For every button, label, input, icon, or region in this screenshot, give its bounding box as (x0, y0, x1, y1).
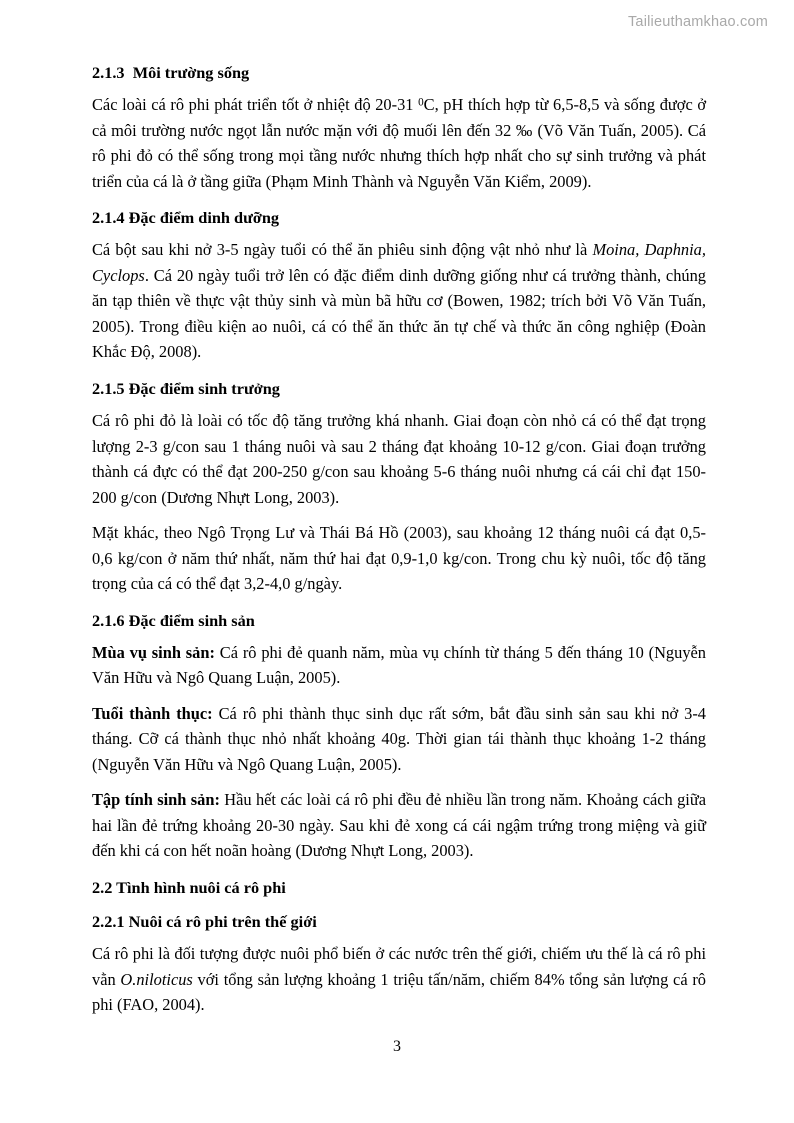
body-paragraph (92, 408, 706, 510)
text-run: Cá bột sau khi nở 3-5 ngày tuổi có thể ăn phiêu sinh động vật nhỏ như là (92, 240, 593, 260)
section-heading: 2.2 Tình hình nuôi cá rô phi (92, 877, 286, 897)
italic-term: Moina, Daphnia, Cyclops (92, 240, 706, 285)
section-heading: 2.2.1 Nuôi cá rô phi trên thế giới (92, 911, 317, 931)
section-heading: 2.1.6 Đặc điểm sinh sản (92, 610, 255, 630)
text-run: Cá rô phi là đối tượng được nuôi phổ biến ở các nước trên thế giới, chiếm ưu thế là cá rô phi vằn (92, 944, 706, 989)
text-run: . Cá 20 ngày tuổi trở lên có đặc điểm dinh dưỡng giống như cá trưởng thành, chúng ăn tạp thiên về thực vật thủy sinh và mùn bã hữu cơ (Bowen, 1982; trích bởi Võ Văn Tuấn, 2005). Trong điều kiện ao nuôi, cá có thể ăn thức ăn tự chế và thức ăn công nghiệp (Đoàn Khắc Độ, 2008). (92, 265, 706, 362)
text-run: Các loài cá rô phi phát triển tốt ở nhiệt độ 20-31 (92, 95, 419, 115)
section-heading: 2.1.4 Đặc điểm dinh dưỡng (92, 208, 280, 228)
body-paragraph (92, 701, 706, 778)
text-run: Mặt khác, theo Ngô Trọng Lư và Thái Bá Hồ (2003), sau khoảng 12 tháng nuôi cá đạt 0,5-0,6 kg/con ở năm thứ nhất, năm thứ hai đạt 0,9-1,0 kg/con. Trong chu kỳ nuôi, tốc độ tăng trọng của cá có thể đạt 3,2-4,0 g/ngày. (92, 523, 706, 594)
italic-term: O.niloticus (120, 969, 193, 989)
paragraph-lead-in: Mùa vụ sinh sản: (92, 642, 215, 662)
text-run: Cá rô phi đẻ quanh năm, mùa vụ chính từ tháng 5 đến tháng 10 (Nguyễn Văn Hữu và Ngô Quang Luận, 2005). (92, 642, 706, 688)
section-heading: 2.1.3 Môi trường sống (92, 63, 250, 82)
page-number: 3 (393, 1038, 401, 1055)
text-run: C, pH thích hợp từ 6,5-8,5 và sống được ở cả môi trường nước ngọt lẫn nước mặn với độ muối lên đến 32 ‰ (Võ Văn Tuấn, 2005). Cá rô phi đỏ có thể sống trong mọi tầng nước nhưng thích hợp nhất cho sự sinh trưởng và phát triển của cá là ở tầng giữa (Phạm Minh Thành và Nguyễn Văn Kiểm, 2009). (92, 95, 706, 191)
paragraph-lead-in: Tuổi thành thục: (92, 703, 213, 723)
body-paragraph (92, 237, 706, 365)
watermark-text: Tailieuthamkhao.com (627, 14, 768, 30)
document-body (92, 62, 706, 1028)
text-run: Cá rô phi đỏ là loài có tốc độ tăng trưởng khá nhanh. Giai đoạn còn nhỏ cá có thể đạt trọng lượng 2-3 g/con sau 1 tháng nuôi và sau 2 tháng đạt khoảng 10-12 g/con. Giai đoạn trưởng thành cá đực có thể đạt 200-250 g/con sau khoảng 5-6 tháng nuôi nhưng cá cái chỉ đạt 150-200 g/con (Dương Nhựt Long, 2003). (92, 411, 706, 507)
text-run: với tổng sản lượng khoảng 1 triệu tấn/năm, chiếm 84% tổng sản lượng cá rô phi (FAO, 2004). (92, 969, 707, 1015)
paragraph-lead-in: Tập tính sinh sản: (92, 790, 220, 810)
section-heading: 2.1.5 Đặc điểm sinh trưởng (92, 378, 280, 398)
body-paragraph (92, 520, 706, 597)
degree-superscript: 0 (418, 96, 424, 109)
body-paragraph (92, 92, 706, 194)
body-paragraph (92, 640, 706, 691)
body-paragraph (92, 787, 706, 864)
text-run: Cá rô phi thành thục sinh dục rất sớm, bắt đầu sinh sản sau khi nở 3-4 tháng. Cỡ cá thành thục nhỏ nhất khoảng 40g. Thời gian tái thành thục khoảng 1-2 tháng (Nguyễn Văn Hữu và Ngô Quang Luận, 2005). (92, 703, 706, 774)
text-run: Hầu hết các loài cá rô phi đều đẻ nhiều lần trong năm. Khoảng cách giữa hai lần đẻ trứng khoảng 20-30 ngày. Sau khi đẻ xong cá cái ngậm trứng trong miệng và giữ đến khi cá con hết noãn hoàng (Dương Nhựt Long, 2003). (92, 790, 706, 861)
body-paragraph (92, 941, 706, 1018)
